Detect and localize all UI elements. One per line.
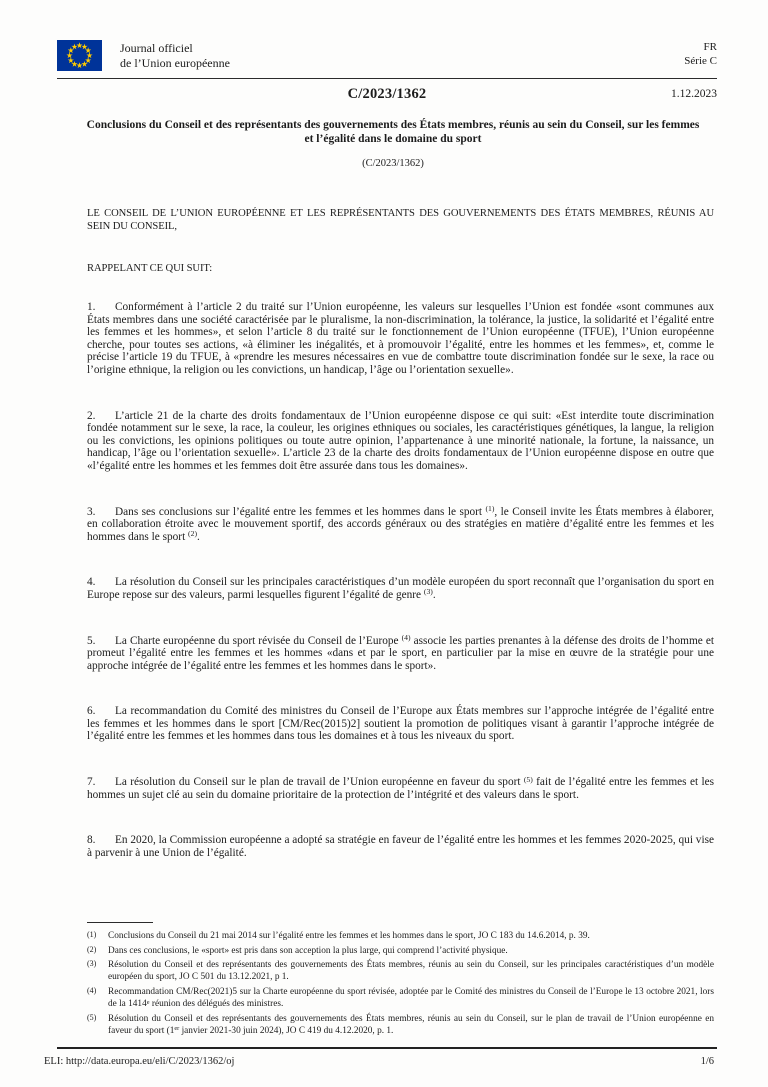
paragraph-number: 3. [87,505,96,518]
footnote-3 [87,959,714,983]
footnote-marker: (3) [87,959,97,969]
numbered-paragraphs [87,301,714,859]
body-paragraph-3: 3. Dans ses conclusions sur l’égalité entre les femmes et les hommes dans le sport $^{(1)}$, le Conseil invite les États membres à élaborer, en collaboration étroite avec le mouvement sportif, des accords généraux ou des stratégies en matière d’égalité entre les femmes et les hommes dans le sport $^{(2)}$. [87,504,714,543]
journal-title-line2: de l’Union européenne [120,55,230,70]
footnote-marker: (2) [87,944,97,954]
footnote-ref: (3) [423,587,433,597]
footnote-ref: (2) [188,529,197,539]
superscript: e [146,998,150,1006]
footnote-text: Résolution du Conseil et des représentants des gouvernements des États membres, réunis au sein du Conseil, sur le plan de travail de l’Union européenne en faveur du sport (1er janvier 2021-30 juin 2024), JO C 419 du 4.12.2020, p. 1. [108,1014,714,1037]
footnote-marker: (4) [87,986,97,996]
footnote-text: Dans ces conclusions, le «sport» est pris dans son acception la plus large, qui comprend l’activité physique. [108,945,508,956]
footnote-separator [87,922,153,923]
footnote-text: Recommandation CM/Rec(2021)5 sur la Charte européenne du sport révisée, adoptée par le Comité des ministres du Conseil de l’Europe le 13 octobre 2021, lors de la 1414e réunion des délégués des ministres. [108,987,714,1010]
journal-identity [57,40,230,71]
body-paragraph-5: 5. La Charte européenne du sport révisée du Conseil de l’Europe $^{(4)}$ associe les parties prenantes à la défense des droits de l’homme et promeut l’égalité entre les femmes et les hommes «dans et par le sport, en particulier par la mise en œuvre de la stratégie pour une approche intégrée de l’égalité entre les femmes et les hommes dans le sport». [87,633,714,672]
paragraph-number: 5. [87,634,96,647]
page-header [57,40,717,79]
title-block [78,119,708,169]
paragraph-number: 4. [87,576,96,589]
body-paragraph-2: 2. L’article 21 de la charte des droits fondamentaux de l’Union européenne dispose ce qui suit: «Est interdite toute discrimination fondée notamment sur le sexe, la race, la couleur, les origines ethniques ou sociales, les caractéristiques génétiques, la langue, la religion ou les convictions, les opinions politiques ou toute autre opinion, l’appartenance à une minorité nationale, la fortune, la naissance, un handicap, l’âge ou l’orientation sexuelle». L’article 23 de la charte des droits fondamentaux de l’Union européenne dispose en outre que «l’égalité entre les hommes et les femmes doit être assurée dans tous les domaines». [87,409,714,472]
doc-date: 1.12.2023 [671,88,717,100]
paragraph-number: 8. [87,834,96,847]
body-paragraph-1: 1. Conformément à l’article 2 du traité sur l’Union européenne, les valeurs sur lesquelles l’Union est fondée «sont communes aux États membres dans une société caractérisée par le pluralisme, la non-discrimination, la tolérance, la justice, la solidarité et l’égalité entre les femmes et les hommes», et selon l’article 8 du traité sur le fonctionnement de l’Union européenne (TFUE), l’Union européenne cherche, pour toutes ses actions, «à éliminer les inégalités, et à promouvoir l’égalité, entre les hommes et les femmes», et, comme le précise l’article 19 du TFUE, à «prendre les mesures nécessaires en vue de combattre toute discrimination fondée sur le sexe, la race ou l’origine ethnique, la religion ou les convictions, un handicap, l’âge ou l’orientation sexuelle». [87,301,714,376]
footnote-list [87,930,714,1038]
series-label: Série C [684,54,717,67]
footnote-5 [87,1013,714,1037]
footer-text-row [44,1056,714,1067]
footnote-ref: (4) [401,633,411,643]
doc-number-line [57,85,717,103]
document-title: Conclusions du Conseil et des représentants des gouvernements des États membres, réunis au sein du Conseil, sur les femmes et l’égalité dans le domaine du sport [86,119,700,145]
footnote-ref: (5) [523,774,533,784]
page-number: 1/6 [700,1056,714,1067]
footer-rule [57,1047,717,1049]
paragraph-number: 6. [87,705,96,718]
eu-flag-icon [57,40,102,71]
footnote-2 [87,945,714,957]
body-paragraph-6: 6. La recommandation du Comité des ministres du Conseil de l’Europe aux États membres sur l’approche intégrée de l’égalité entre les femmes et les hommes dans le sport [CM/Rec(2015)2] soutient la promotion de politiques visant à garantir l’approche intégrée de l’égalité entre les femmes et les hommes dans tous les domaines et à tous les niveaux du sport. [87,705,714,743]
page-footer [0,1047,768,1087]
footnote-4 [87,986,714,1010]
footnote-marker: (1) [87,929,97,939]
body-paragraph-8: 8. En 2020, la Commission européenne a adopté sa stratégie en faveur de l’égalité entre les hommes et les femmes 2020-2025, qui vise à parvenir à une Union de l’égalité. [87,834,714,859]
footnote-ref: (1) [485,504,495,514]
paragraph-number: 2. [87,409,96,422]
superscript: er [174,1025,180,1033]
eli-link[interactable]: ELI: http://data.europa.eu/eli/C/2023/1362/oj [44,1056,235,1067]
footnotes-section [87,922,714,1040]
paragraph-number: 1. [87,301,96,313]
document-body [87,207,714,859]
edition-info [684,40,717,68]
document-reference: (C/2023/1362) [362,158,424,169]
preamble: LE CONSEIL DE L’UNION EUROPÉENNE ET LES REPRÉSENTANTS DES GOUVERNEMENTS DES ÉTATS MEMBRES, RÉUNIS AU SEIN DU CONSEIL, [87,208,714,232]
footnote-text: Résolution du Conseil et des représentants des gouvernements des États membres, réunis au sein du Conseil, sur les principales caractéristiques d’un modèle européen du sport, JO C 501 du 13.12.2021, p 1. [108,960,714,983]
journal-title [120,40,230,70]
paragraph-number: 7. [87,776,96,789]
body-paragraph-4: 4. La résolution du Conseil sur les principales caractéristiques d’un modèle européen du sport reconnaît que l’organisation du sport en Europe repose sur des valeurs, parmi lesquelles figurent l’égalité de genre $^{(3)}$. [87,576,714,601]
doc-number: C/2023/1362 [347,86,427,102]
language-code: FR [703,41,717,53]
footnote-1 [87,930,714,942]
journal-title-line1: Journal officiel [120,41,193,55]
footnote-text: Conclusions du Conseil du 21 mai 2014 sur l’égalité entre les femmes et les hommes dans le sport, JO C 183 du 14.6.2014, p. 39. [108,930,590,941]
footnote-marker: (5) [87,1013,97,1023]
recital-intro: RAPPELANT CE QUI SUIT: [87,263,213,274]
body-paragraph-7: 7. La résolution du Conseil sur le plan de travail de l’Union européenne en faveur du sport $^{(5)}$ fait de l’égalité entre les femmes et les hommes un sujet clé au sein du domaine prioritaire de la protection de l’intégrité et des valeurs dans le sport. [87,774,714,801]
